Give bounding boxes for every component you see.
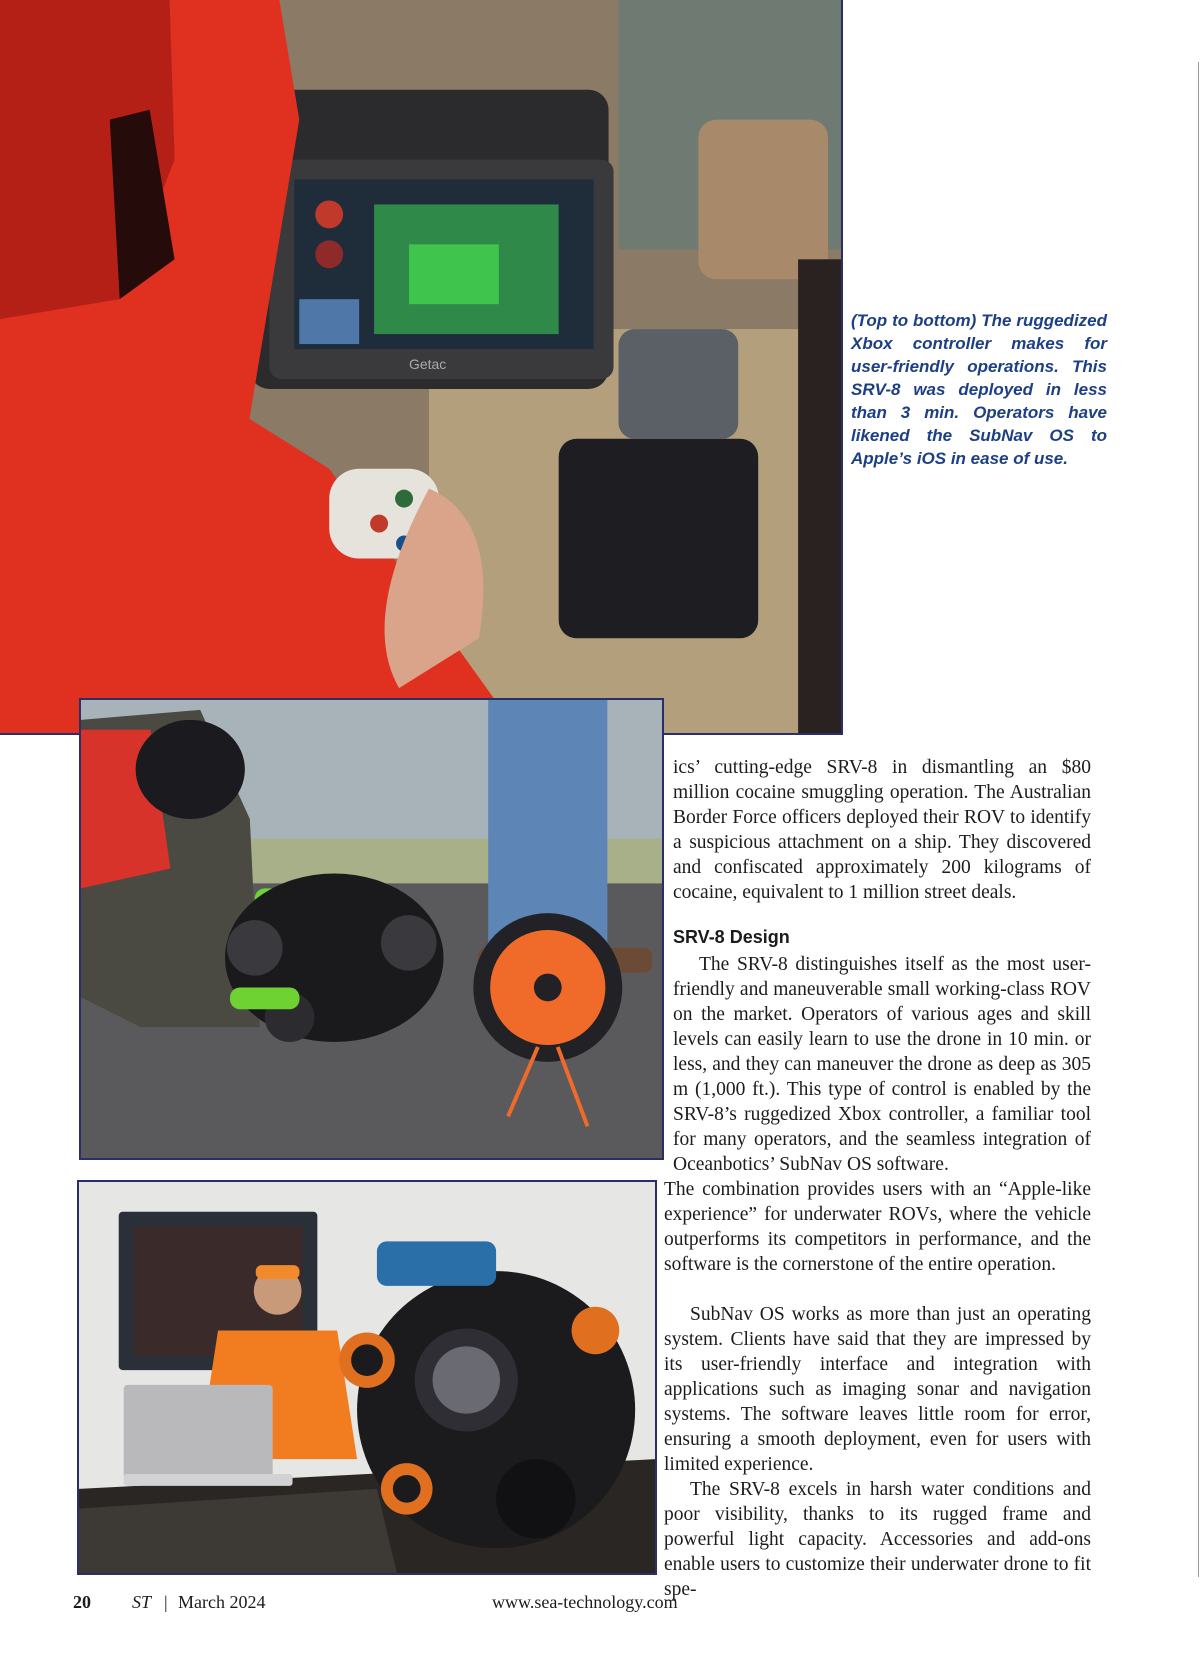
body-paragraph: The combination provides users with an “Apple-like experience” for underwater ROVs, where the vehicle outperforms its competitors in performance, and the software is the cornerstone of the entire operation. bbox=[664, 1179, 1091, 1275]
tablet-brand-text: Getac bbox=[409, 355, 447, 372]
photo-rov-lab bbox=[77, 1180, 657, 1575]
column-rule bbox=[1198, 62, 1199, 1577]
issue-date: March 2024 bbox=[178, 1592, 266, 1612]
body-paragraph: The SRV-8 distinguishes itself as the most user-friendly and maneuverable small working-class ROV on the market. Operators of various ages and skill levels can easily learn to use the drone in 10 min. or less, and they can maneuver the drone as deep as 305 m (1,000 ft.). This type of control is enabled by the SRV-8’s ruggedized Xbox controller, a familiar tool for many operators, and the seamless integration of Oceanbotics’ SubNav OS software. bbox=[673, 954, 1091, 1175]
photo-rov-dock bbox=[79, 698, 664, 1160]
page-number: 20 bbox=[73, 1592, 91, 1612]
body-paragraph: ics’ cutting-edge SRV-8 in dismantling an $80 million cocaine smuggling operation. The Australian Border Force officers deployed their ROV to identify a suspicious attachment on a ship. They discovered and confiscated approximately 200 kilograms of cocaine, equivalent to 1 million street deals. bbox=[673, 757, 1091, 903]
section-heading: SRV-8 Design bbox=[673, 927, 790, 947]
magazine-abbrev: ST bbox=[132, 1592, 152, 1612]
footer-separator: | bbox=[164, 1592, 168, 1612]
body-paragraph: SubNav OS works as more than just an operating system. Clients have said that they are impressed by its user-friendly interface and integration with applications such as imaging sonar and navigation systems. The software leaves little room for error, ensuring a smooth deployment, even for users with limited experience. bbox=[664, 1304, 1091, 1475]
website-link[interactable]: www.sea-technology.com bbox=[492, 1592, 678, 1612]
body-paragraph: The SRV-8 excels in harsh water conditions and poor visibility, thanks to its rugged frame and powerful light capacity. Accessories and add-ons enable users to customize their underwater drone to fit spe- bbox=[664, 1479, 1091, 1600]
photo-caption: (Top to bottom) The ruggedized Xbox controller makes for user-friendly operations. This SRV-8 was deployed in less than 3 min. Operators have likened the SubNav OS to Apple’s iOS in ease of use. bbox=[851, 311, 1107, 468]
photo-operator-tablet bbox=[0, 0, 843, 735]
